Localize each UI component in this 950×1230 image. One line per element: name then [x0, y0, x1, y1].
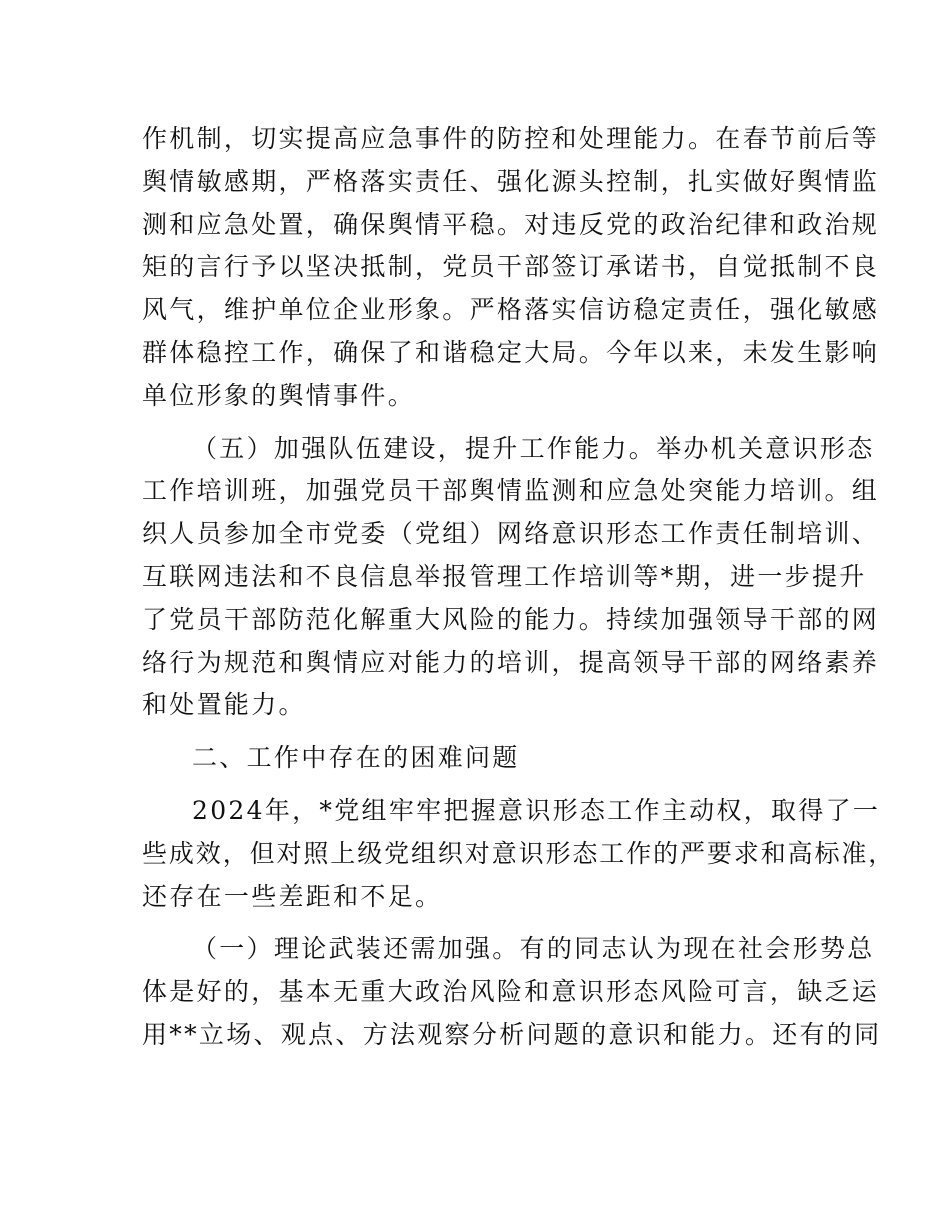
paragraph-line: 互联网违法和不良信息举报管理工作培训等*期，进一步提升 — [142, 561, 867, 591]
paragraph-line: 了党员干部防范化解重大风险的能力。持续加强领导干部的网 — [142, 604, 880, 634]
paragraph-line: 织人员参加全市党委（党组）网络意识形态工作责任制培训、 — [142, 519, 880, 549]
section-heading-5: （五）加强队伍建设，提升工作能力。举办机关意识形态 — [192, 433, 875, 463]
chapter-heading: 二、工作中存在的困难问题 — [192, 743, 520, 773]
paragraph-line: 测和应急处置，确保舆情平稳。对违反党的政治纪律和政治规 — [142, 209, 880, 239]
paragraph-line: 2024年，*党组牢牢把握意识形态工作主动权，取得了一 — [192, 795, 881, 825]
paragraph-line: 作机制，切实提高应急事件的防控和处理能力。在春节前后等 — [142, 124, 880, 153]
paragraph-line: 还存在一些差距和不足。 — [142, 881, 443, 911]
paragraph-line: 体是好的，基本无重大政治风险和意识形态风险可言，缺乏运 — [142, 977, 880, 1007]
paragraph-line: 矩的言行予以坚决抵制，党员干部签订承诺书，自觉抵制不良 — [142, 252, 880, 282]
paragraph-line: 络行为规范和舆情应对能力的培训，提高领导干部的网络素养 — [142, 647, 880, 677]
paragraph-line: 舆情敏感期，严格落实责任、强化源头控制，扎实做好舆情监 — [142, 166, 880, 196]
section-heading-1: （一）理论武装还需加强。有的同志认为现在社会形势总 — [192, 934, 875, 964]
paragraph-line: 群体稳控工作，确保了和谐稳定大局。今年以来，未发生影响 — [142, 337, 880, 367]
paragraph-line: 工作培训班，加强党员干部舆情监测和应急处突能力培训。组 — [142, 476, 880, 506]
paragraph-line: 和处置能力。 — [142, 690, 306, 720]
paragraph-line: 风气，维护单位企业形象。严格落实信访稳定责任，强化敏感 — [142, 295, 880, 325]
paragraph-line: 单位形象的舆情事件。 — [142, 380, 416, 410]
paragraph-line: 用**立场、观点、方法观察分析问题的意识和能力。还有的同 — [142, 1019, 882, 1049]
paragraph-line: 些成效，但对照上级党组织对意识形态工作的严要求和高标准， — [142, 838, 896, 868]
document-body — [142, 118, 896, 1057]
